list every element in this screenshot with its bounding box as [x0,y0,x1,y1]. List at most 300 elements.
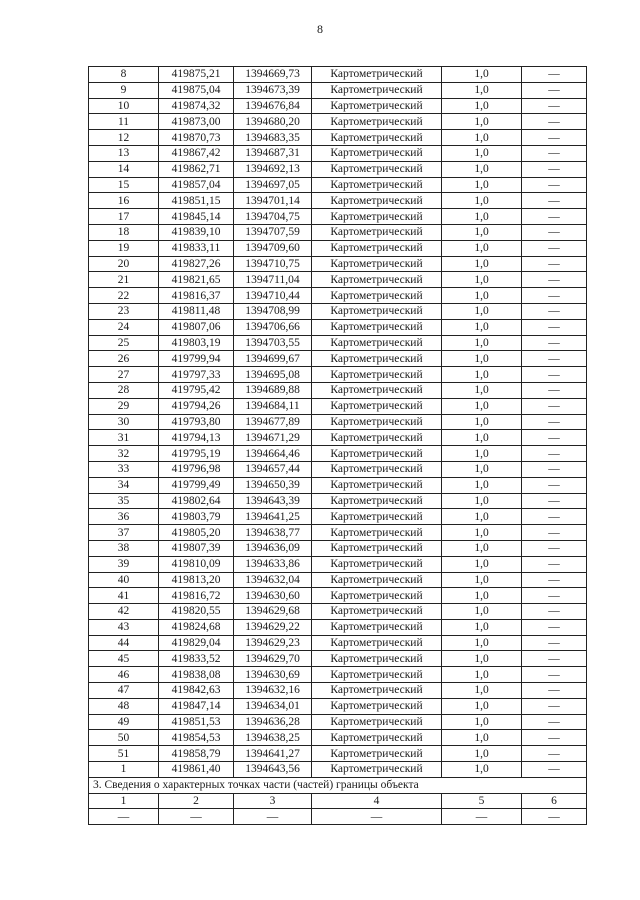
point-number-cell: 11 [89,114,159,130]
point-number-cell: 45 [89,651,159,667]
section3-header-cell: 4 [312,793,442,809]
description-cell: — [522,193,587,209]
y-coordinate-cell: 1394697,05 [234,177,312,193]
description-cell: — [522,746,587,762]
y-coordinate-cell: 1394657,44 [234,461,312,477]
y-coordinate-cell: 1394680,20 [234,114,312,130]
x-coordinate-cell: 419873,00 [159,114,234,130]
accuracy-cell: 1,0 [442,288,522,304]
description-cell: — [522,398,587,414]
table-row [89,762,587,778]
y-coordinate-cell: 1394638,77 [234,525,312,541]
table-row [89,667,587,683]
y-coordinate-cell: 1394708,99 [234,303,312,319]
y-coordinate-cell: 1394671,29 [234,430,312,446]
x-coordinate-cell: 419862,71 [159,161,234,177]
x-coordinate-cell: 419803,19 [159,335,234,351]
x-coordinate-cell: 419857,04 [159,177,234,193]
section3-title: 3. Сведения о характерных точках части (частей) границы объекта [89,777,587,793]
point-number-cell: 40 [89,572,159,588]
method-cell: Картометрический [312,382,442,398]
table-row [89,114,587,130]
x-coordinate-cell: 419845,14 [159,209,234,225]
method-cell: Картометрический [312,82,442,98]
table-row [89,272,587,288]
x-coordinate-cell: 419833,11 [159,240,234,256]
accuracy-cell: 1,0 [442,335,522,351]
y-coordinate-cell: 1394709,60 [234,240,312,256]
table-row [89,351,587,367]
accuracy-cell: 1,0 [442,446,522,462]
y-coordinate-cell: 1394669,73 [234,67,312,83]
x-coordinate-cell: 419867,42 [159,145,234,161]
description-cell: — [522,493,587,509]
y-coordinate-cell: 1394643,56 [234,762,312,778]
description-cell: — [522,667,587,683]
table-row [89,224,587,240]
point-number-cell: 18 [89,224,159,240]
y-coordinate-cell: 1394683,35 [234,130,312,146]
section3-empty-cell: — [442,809,522,825]
x-coordinate-cell: 419838,08 [159,667,234,683]
point-number-cell: 32 [89,446,159,462]
section3-empty-cell: — [522,809,587,825]
method-cell: Картометрический [312,177,442,193]
method-cell: Картометрический [312,651,442,667]
x-coordinate-cell: 419870,73 [159,130,234,146]
point-number-cell: 30 [89,414,159,430]
method-cell: Картометрический [312,398,442,414]
x-coordinate-cell: 419861,40 [159,762,234,778]
description-cell: — [522,82,587,98]
x-coordinate-cell: 419794,26 [159,398,234,414]
description-cell: — [522,509,587,525]
table-row [89,572,587,588]
x-coordinate-cell: 419805,20 [159,525,234,541]
description-cell: — [522,714,587,730]
description-cell: — [522,477,587,493]
section3-empty-cell: — [159,809,234,825]
accuracy-cell: 1,0 [442,477,522,493]
table-row [89,730,587,746]
accuracy-cell: 1,0 [442,730,522,746]
accuracy-cell: 1,0 [442,114,522,130]
table-row [89,240,587,256]
description-cell: — [522,651,587,667]
point-number-cell: 41 [89,588,159,604]
point-number-cell: 1 [89,762,159,778]
description-cell: — [522,98,587,114]
section3-header-cell: 3 [234,793,312,809]
description-cell: — [522,67,587,83]
method-cell: Картометрический [312,683,442,699]
x-coordinate-cell: 419807,06 [159,319,234,335]
method-cell: Картометрический [312,335,442,351]
accuracy-cell: 1,0 [442,161,522,177]
section3-empty-cell: — [89,809,159,825]
y-coordinate-cell: 1394664,46 [234,446,312,462]
method-cell: Картометрический [312,525,442,541]
x-coordinate-cell: 419816,72 [159,588,234,604]
section3-header-row [89,793,587,809]
y-coordinate-cell: 1394706,66 [234,319,312,335]
method-cell: Картометрический [312,604,442,620]
method-cell: Картометрический [312,619,442,635]
description-cell: — [522,209,587,225]
y-coordinate-cell: 1394629,70 [234,651,312,667]
accuracy-cell: 1,0 [442,556,522,572]
method-cell: Картометрический [312,67,442,83]
method-cell: Картометрический [312,114,442,130]
section3-header-cell: 2 [159,793,234,809]
table-row [89,714,587,730]
method-cell: Картометрический [312,635,442,651]
point-number-cell: 46 [89,667,159,683]
accuracy-cell: 1,0 [442,67,522,83]
y-coordinate-cell: 1394636,09 [234,540,312,556]
coordinates-table-body [89,67,587,778]
y-coordinate-cell: 1394677,89 [234,414,312,430]
description-cell: — [522,430,587,446]
accuracy-cell: 1,0 [442,130,522,146]
table-row [89,556,587,572]
x-coordinate-cell: 419842,63 [159,683,234,699]
table-row [89,588,587,604]
table-row [89,67,587,83]
method-cell: Картометрический [312,288,442,304]
table-row [89,683,587,699]
accuracy-cell: 1,0 [442,240,522,256]
method-cell: Картометрический [312,667,442,683]
y-coordinate-cell: 1394633,86 [234,556,312,572]
point-number-cell: 39 [89,556,159,572]
table-row [89,525,587,541]
x-coordinate-cell: 419796,98 [159,461,234,477]
accuracy-cell: 1,0 [442,382,522,398]
accuracy-cell: 1,0 [442,667,522,683]
point-number-cell: 10 [89,98,159,114]
description-cell: — [522,698,587,714]
accuracy-cell: 1,0 [442,303,522,319]
accuracy-cell: 1,0 [442,604,522,620]
accuracy-cell: 1,0 [442,367,522,383]
section3-header-cell: 5 [442,793,522,809]
accuracy-cell: 1,0 [442,398,522,414]
accuracy-cell: 1,0 [442,272,522,288]
y-coordinate-cell: 1394629,68 [234,604,312,620]
table-row [89,746,587,762]
method-cell: Картометрический [312,224,442,240]
point-number-cell: 35 [89,493,159,509]
method-cell: Картометрический [312,98,442,114]
table-row [89,303,587,319]
table-row [89,256,587,272]
table-row [89,288,587,304]
description-cell: — [522,604,587,620]
point-number-cell: 9 [89,82,159,98]
point-number-cell: 19 [89,240,159,256]
point-number-cell: 21 [89,272,159,288]
accuracy-cell: 1,0 [442,177,522,193]
x-coordinate-cell: 419829,04 [159,635,234,651]
table-row [89,446,587,462]
description-cell: — [522,461,587,477]
accuracy-cell: 1,0 [442,414,522,430]
x-coordinate-cell: 419854,53 [159,730,234,746]
x-coordinate-cell: 419813,20 [159,572,234,588]
point-number-cell: 13 [89,145,159,161]
x-coordinate-cell: 419799,49 [159,477,234,493]
table-row [89,509,587,525]
table-row [89,461,587,477]
table-row [89,209,587,225]
point-number-cell: 29 [89,398,159,414]
accuracy-cell: 1,0 [442,683,522,699]
point-number-cell: 14 [89,161,159,177]
y-coordinate-cell: 1394692,13 [234,161,312,177]
description-cell: — [522,683,587,699]
point-number-cell: 20 [89,256,159,272]
description-cell: — [522,130,587,146]
table-row [89,540,587,556]
y-coordinate-cell: 1394687,31 [234,145,312,161]
y-coordinate-cell: 1394629,22 [234,619,312,635]
description-cell: — [522,556,587,572]
description-cell: — [522,177,587,193]
method-cell: Картометрический [312,414,442,430]
table-row [89,698,587,714]
description-cell: — [522,762,587,778]
y-coordinate-cell: 1394630,69 [234,667,312,683]
y-coordinate-cell: 1394711,04 [234,272,312,288]
description-cell: — [522,319,587,335]
table-row [89,398,587,414]
y-coordinate-cell: 1394641,25 [234,509,312,525]
accuracy-cell: 1,0 [442,525,522,541]
accuracy-cell: 1,0 [442,588,522,604]
y-coordinate-cell: 1394701,14 [234,193,312,209]
x-coordinate-cell: 419810,09 [159,556,234,572]
table-row [89,130,587,146]
accuracy-cell: 1,0 [442,572,522,588]
x-coordinate-cell: 419833,52 [159,651,234,667]
description-cell: — [522,335,587,351]
description-cell: — [522,540,587,556]
accuracy-cell: 1,0 [442,430,522,446]
point-number-cell: 43 [89,619,159,635]
description-cell: — [522,635,587,651]
description-cell: — [522,619,587,635]
point-number-cell: 25 [89,335,159,351]
table-row [89,382,587,398]
x-coordinate-cell: 419821,65 [159,272,234,288]
accuracy-cell: 1,0 [442,193,522,209]
accuracy-cell: 1,0 [442,714,522,730]
accuracy-cell: 1,0 [442,256,522,272]
y-coordinate-cell: 1394634,01 [234,698,312,714]
accuracy-cell: 1,0 [442,509,522,525]
accuracy-cell: 1,0 [442,762,522,778]
accuracy-cell: 1,0 [442,635,522,651]
x-coordinate-cell: 419875,21 [159,67,234,83]
point-number-cell: 12 [89,130,159,146]
y-coordinate-cell: 1394684,11 [234,398,312,414]
y-coordinate-cell: 1394632,04 [234,572,312,588]
point-number-cell: 51 [89,746,159,762]
x-coordinate-cell: 419799,94 [159,351,234,367]
section3-empty-cell: — [312,809,442,825]
point-number-cell: 34 [89,477,159,493]
x-coordinate-cell: 419795,19 [159,446,234,462]
accuracy-cell: 1,0 [442,651,522,667]
point-number-cell: 38 [89,540,159,556]
point-number-cell: 16 [89,193,159,209]
accuracy-cell: 1,0 [442,540,522,556]
y-coordinate-cell: 1394638,25 [234,730,312,746]
table-row [89,98,587,114]
y-coordinate-cell: 1394699,67 [234,351,312,367]
table-row [89,414,587,430]
accuracy-cell: 1,0 [442,461,522,477]
method-cell: Картометрический [312,556,442,572]
x-coordinate-cell: 419797,33 [159,367,234,383]
point-number-cell: 33 [89,461,159,477]
description-cell: — [522,272,587,288]
table-row [89,367,587,383]
point-number-cell: 48 [89,698,159,714]
page-number: 8 [317,22,323,36]
method-cell: Картометрический [312,130,442,146]
accuracy-cell: 1,0 [442,746,522,762]
point-number-cell: 23 [89,303,159,319]
coordinates-table [88,66,587,825]
y-coordinate-cell: 1394636,28 [234,714,312,730]
y-coordinate-cell: 1394689,88 [234,382,312,398]
method-cell: Картометрический [312,430,442,446]
description-cell: — [522,525,587,541]
x-coordinate-cell: 419875,04 [159,82,234,98]
method-cell: Картометрический [312,272,442,288]
method-cell: Картометрический [312,319,442,335]
table-row [89,161,587,177]
description-cell: — [522,414,587,430]
description-cell: — [522,446,587,462]
x-coordinate-cell: 419820,55 [159,604,234,620]
y-coordinate-cell: 1394704,75 [234,209,312,225]
y-coordinate-cell: 1394707,59 [234,224,312,240]
method-cell: Картометрический [312,256,442,272]
x-coordinate-cell: 419851,53 [159,714,234,730]
table-row [89,145,587,161]
accuracy-cell: 1,0 [442,493,522,509]
x-coordinate-cell: 419811,48 [159,303,234,319]
y-coordinate-cell: 1394710,75 [234,256,312,272]
method-cell: Картометрический [312,161,442,177]
method-cell: Картометрический [312,746,442,762]
point-number-cell: 42 [89,604,159,620]
accuracy-cell: 1,0 [442,224,522,240]
table-row [89,493,587,509]
description-cell: — [522,288,587,304]
method-cell: Картометрический [312,714,442,730]
accuracy-cell: 1,0 [442,98,522,114]
accuracy-cell: 1,0 [442,82,522,98]
point-number-cell: 50 [89,730,159,746]
accuracy-cell: 1,0 [442,619,522,635]
x-coordinate-cell: 419851,15 [159,193,234,209]
table-row [89,651,587,667]
accuracy-cell: 1,0 [442,319,522,335]
x-coordinate-cell: 419847,14 [159,698,234,714]
table-row [89,635,587,651]
table-row [89,193,587,209]
accuracy-cell: 1,0 [442,145,522,161]
description-cell: — [522,145,587,161]
x-coordinate-cell: 419794,13 [159,430,234,446]
section3-header-cell: 1 [89,793,159,809]
description-cell: — [522,351,587,367]
x-coordinate-cell: 419795,42 [159,382,234,398]
method-cell: Картометрический [312,477,442,493]
method-cell: Картометрический [312,240,442,256]
description-cell: — [522,572,587,588]
description-cell: — [522,240,587,256]
y-coordinate-cell: 1394632,16 [234,683,312,699]
point-number-cell: 36 [89,509,159,525]
method-cell: Картометрический [312,367,442,383]
method-cell: Картометрический [312,145,442,161]
method-cell: Картометрический [312,209,442,225]
point-number-cell: 47 [89,683,159,699]
table-row [89,177,587,193]
description-cell: — [522,114,587,130]
y-coordinate-cell: 1394676,84 [234,98,312,114]
method-cell: Картометрический [312,509,442,525]
point-number-cell: 37 [89,525,159,541]
x-coordinate-cell: 419839,10 [159,224,234,240]
section3-empty-cell: — [234,809,312,825]
y-coordinate-cell: 1394673,39 [234,82,312,98]
y-coordinate-cell: 1394695,08 [234,367,312,383]
y-coordinate-cell: 1394643,39 [234,493,312,509]
point-number-cell: 24 [89,319,159,335]
section3-empty-row [89,809,587,825]
description-cell: — [522,367,587,383]
method-cell: Картометрический [312,446,442,462]
method-cell: Картометрический [312,588,442,604]
description-cell: — [522,382,587,398]
description-cell: — [522,730,587,746]
y-coordinate-cell: 1394630,60 [234,588,312,604]
point-number-cell: 26 [89,351,159,367]
point-number-cell: 31 [89,430,159,446]
method-cell: Картометрический [312,193,442,209]
y-coordinate-cell: 1394641,27 [234,746,312,762]
x-coordinate-cell: 419803,79 [159,509,234,525]
description-cell: — [522,588,587,604]
table-row [89,604,587,620]
method-cell: Картометрический [312,762,442,778]
point-number-cell: 22 [89,288,159,304]
y-coordinate-cell: 1394650,39 [234,477,312,493]
x-coordinate-cell: 419858,79 [159,746,234,762]
table-row [89,477,587,493]
point-number-cell: 28 [89,382,159,398]
accuracy-cell: 1,0 [442,698,522,714]
y-coordinate-cell: 1394703,55 [234,335,312,351]
method-cell: Картометрический [312,730,442,746]
y-coordinate-cell: 1394710,44 [234,288,312,304]
